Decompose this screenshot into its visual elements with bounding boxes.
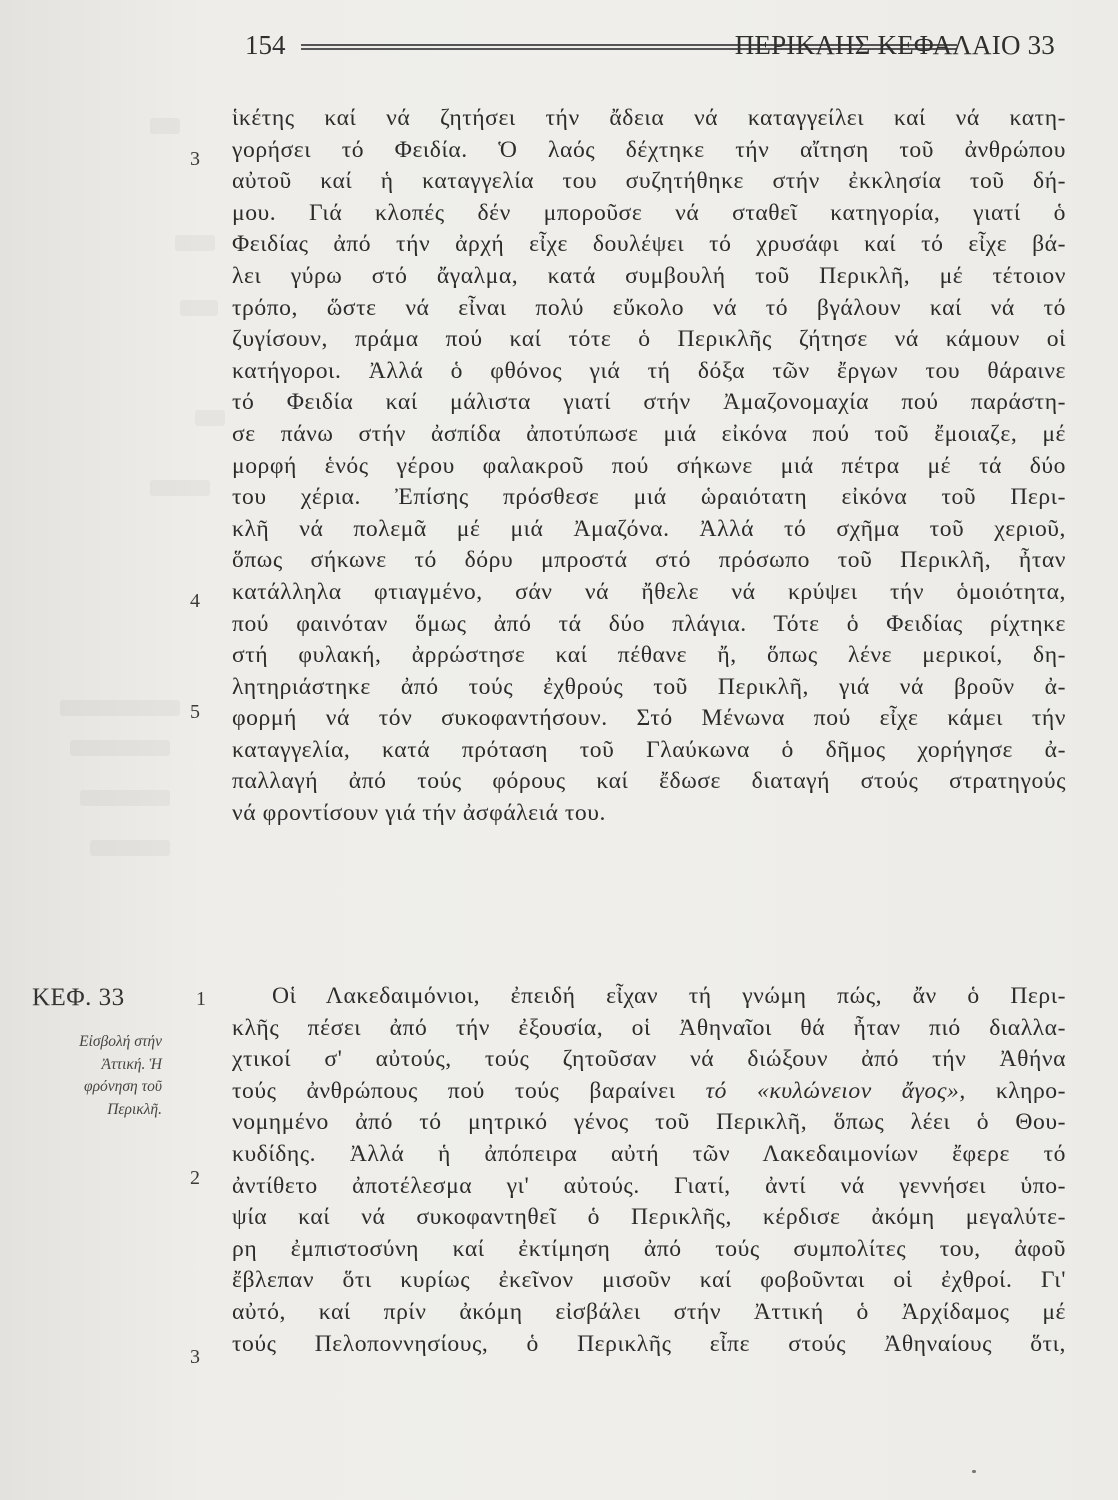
text-line: κλῆς πέσει ἀπό τήν ἐξουσία, οἱ Ἀθηναῖοι θά ἦταν πιό διαλλα- [232,1014,1066,1041]
text-line: μου. Γιά κλοπές δέν μποροῦσε νά σταθεῖ κατηγορία, γιατί ὁ [232,199,1066,226]
text-line: Οἱ Λακεδαιμόνιοι, ἐπειδή εἶχαν τή γνώμη πώς, ἄν ὁ Περι- [272,983,1066,1009]
text-line: γορήσει τό Φειδία. Ὁ λαός δέχτηκε τήν αἴτηση τοῦ ἀνθρώπου [232,136,1066,163]
text-line: κατήγοροι. Ἀλλά ὁ φθόνος γιά τή δόξα τῶν ἔργων του θάραινε [232,357,1066,384]
paper-speck [972,1470,976,1473]
bleed-through-mark [150,118,180,134]
italic-phrase: τό «κυλώνειον ἄγος», [705,1077,966,1104]
paragraph-number: 2 [190,1167,200,1189]
text-line: κατάλληλα φτιαγμένο, σάν νά ἤθελε νά κρύψει τήν ὁμοιότητα, [232,578,1066,605]
text-line: ψία καί νά συκοφαντηθεῖ ὁ Περικλῆς, κέρδισε ἀκόμη μεγαλύτε- [232,1204,1066,1231]
bleed-through-mark [180,300,218,316]
text-line: σε πάνω στήν ἀσπίδα ἀποτύπωσε μιά εἰκόνα πού τοῦ ἔμοιαζε, μέ [232,420,1066,447]
text-line [232,1076,1066,1108]
text-line: παλλαγή ἀπό τούς φόρους καί ἔδωσε διαταγή στούς στρατηγούς [232,768,1066,795]
text-line: τούς Πελοποννησίους, ὁ Περικλῆς εἶπε στούς Ἀθηναίους ὅτι, [232,1330,1066,1357]
text-line: ἀντίθετο ἀποτέλεσμα γι' αὐτούς. Γιατί, ἀντί νά γεννήσει ὑπο- [232,1172,1066,1199]
text-segment: κληρο- [995,1077,1067,1104]
body-text-chapter-33 [232,981,1066,1360]
bleed-through-mark [195,410,225,426]
text-line: νά φροντίσουν γιά τήν ἀσφάλειά του. [232,800,606,827]
bleed-through-mark [175,235,215,251]
text-line: χτικοί σ' αὐτούς, τούς ζητοῦσαν νά διώξουν ἀπό τήν Ἀθήνα [232,1046,1066,1073]
text-line: λει γύρω στό ἄγαλμα, κατά συμβουλή τοῦ Περικλῆ, μέ τέτοιον [232,262,1066,289]
text-line: καταγγελία, κατά πρόταση τοῦ Γλαύκωνα ὁ δῆμος χορήγησε ἀ- [232,736,1066,763]
text-line: ρη ἐμπιστοσύνη καί ἐκτίμηση ἀπό τούς συμπολίτες του, ἀφοῦ [232,1235,1066,1262]
bleed-through-mark [70,740,170,756]
text-line: λητηριάστηκε ἀπό τούς ἐχθρούς τοῦ Περικλῆ, γιά νά βροῦν ἀ- [232,673,1066,700]
bleed-through-mark [60,700,180,716]
running-header [245,28,1055,62]
paragraph-number: 1 [196,988,206,1010]
text-segment: τούς ἀνθρώπους πού τούς βαραίνει [232,1077,676,1104]
text-line: νομημένο ἀπό τό μητρικό γένος τοῦ Περικλῆ, ὅπως λέει ὁ Θου- [232,1109,1066,1136]
text-line: ζυγίσουν, πράμα πού καί τότε ὁ Περικλῆς ζήτησε νά κάμουν οἱ [232,326,1066,353]
paragraph-number: 3 [190,1346,200,1368]
bleed-through-mark [90,840,170,856]
text-line: τό Φειδία καί μάλιστα γιατί στήν Ἀμαζονομαχία πού παράστη- [232,389,1066,416]
paragraph-number: 5 [190,701,200,723]
margin-note-line: Εἰσβολή στήν [79,1033,162,1050]
margin-note-line: Ἀττική. Ἡ [101,1055,162,1073]
page-number: 154 [245,30,286,60]
text-line: κλῆ νά πολεμᾶ μέ μιά Ἀμαζόνα. Ἀλλά τό σχῆμα τοῦ χεριοῦ, [232,515,1066,542]
text-line: μορφή ἑνός γέρου φαλακροῦ πού σήκωνε μιά πέτρα μέ τά δύο [232,452,1066,479]
margin-note [22,1031,162,1121]
margin-note-line: Περικλῆ. [107,1100,162,1118]
text-line: φορμή νά τόν συκοφαντήσουν. Στό Μένωνα πού εἶχε κάμει τήν [232,705,1066,732]
chapter-heading: ΚΕΦ. 33 [32,984,125,1011]
body-text-section-1 [232,103,1066,830]
text-line: τρόπο, ὥστε νά εἶναι πολύ εὔκολο νά τό βγάλουν καί νά τό [232,294,1066,321]
text-line: ἱκέτης καί νά ζητήσει τήν ἄδεια νά καταγγείλει καί νά κατη- [232,105,1066,131]
text-line: Φειδίας ἀπό τήν ἀρχή εἶχε δουλέψει τό χρυσάφι καί τό εἶχε βά- [232,231,1066,258]
text-line: κυδίδης. Ἀλλά ἡ ἀπόπειρα αὐτή τῶν Λακεδαιμονίων ἔφερε τό [232,1140,1066,1167]
bleed-through-mark [80,790,170,806]
paragraph-number: 3 [190,148,200,170]
text-line: αὐτό, καί πρίν ἀκόμη εἰσβάλει στήν Ἀττική ὁ Ἀρχίδαμος μέ [232,1298,1066,1325]
paragraph-number: 4 [190,590,200,612]
text-line: αὐτοῦ καί ἡ καταγγελία του συζητήθηκε στήν ἐκκλησία τοῦ δή- [232,168,1066,195]
bleed-through-mark [150,480,210,496]
running-title: ΠΕΡΙΚΛΗΣ ΚΕΦΑΛΑΙΟ 33 [734,30,1055,60]
text-line: στή φυλακή, ἀρρώστησε καί πέθανε ἤ, ὅπως λένε μερικοί, δη- [232,642,1066,669]
margin-note-line: φρόνηση τοῦ [84,1078,162,1095]
text-line: ἔβλεπαν ὅτι κυρίως ἐκεῖνον μισοῦν καί φοβοῦνται οἱ ἐχθροί. Γι' [232,1267,1066,1294]
text-line: ὅπως σήκωνε τό δόρυ μπροστά στό πρόσωπο τοῦ Περικλῆ, ἦταν [232,547,1066,574]
text-line: πού φαινόταν ὅμως ἀπό τά δύο πλάγια. Τότε ὁ Φειδίας ρίχτηκε [232,610,1066,637]
text-line: του χέρια. Ἐπίσης πρόσθεσε μιά ὡραιότατη εἰκόνα τοῦ Περι- [232,484,1066,511]
